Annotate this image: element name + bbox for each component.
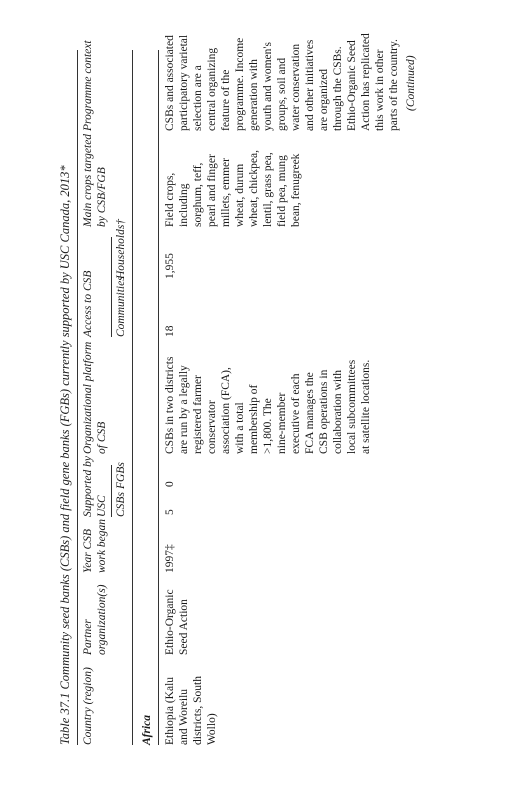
header-bottom-rule: [132, 50, 133, 745]
header-communities: Communities: [115, 276, 127, 337]
cell-fgbs: 0: [164, 481, 176, 487]
top-rule: [77, 50, 78, 745]
header-supported: Supported by USC: [82, 455, 108, 517]
cell-context: CSBs and associated participatory varietal selection are a central organizing feature of the programme. Income generation with youth and women's groups, soil and water conservation and other initiatives are organized through the CSBs. Ethio-Organic Seed Action has replicated this work in other parts of the country.: [164, 33, 400, 131]
header-context: Programme context: [82, 40, 94, 131]
section-rule: [158, 50, 159, 745]
header-fgbs: FGBs: [115, 462, 127, 489]
continued-note: (Continued): [405, 55, 417, 111]
header-partner: Partner organization(s): [82, 584, 108, 655]
table-caption: Table 37.1 Community seed banks (CSBs) and field gene banks (FGBs) currently supported by USC Canada, 2013*: [58, 165, 72, 745]
cell-communities: 18: [164, 325, 176, 337]
cell-country: Ethiopia (Kalu and Woreilu districts, South Wollo): [164, 675, 218, 745]
cell-households: 1,955: [164, 253, 176, 279]
header-platform: Organizational platform of CSB: [82, 341, 108, 454]
header-access: Access to CSB: [82, 270, 94, 337]
header-households: Households†: [115, 218, 127, 279]
cell-crops: Field crops, including sorghum, teff, pearl and finger millets, emmer wheat, durum wheat, chickpea, lentil, grass pea, field pea, mung bean, fenugreek: [164, 150, 302, 227]
section-africa: Africa: [141, 714, 153, 745]
supported-subrule: [111, 465, 112, 517]
header-csbs: CSBs: [115, 492, 127, 517]
header-crops: Main crops targeted by CSB/FGB: [82, 133, 108, 227]
header-country: Country (region): [82, 667, 94, 745]
cell-partner: Ethio-Organic Seed Action: [164, 589, 190, 655]
header-year: Year CSB work began: [82, 519, 108, 573]
access-subrule: [111, 237, 112, 337]
cell-platform: CSBs in two districts are run by a legally registered farmer conservator association (FCA), with a total membership of >1,800. The nine-member executive of each FCA manages the CSB operations in collaboration with local subcommittees at satellite locations.: [164, 356, 372, 454]
cell-year: 1997‡: [164, 544, 176, 573]
cell-csbs: 5: [164, 509, 176, 515]
